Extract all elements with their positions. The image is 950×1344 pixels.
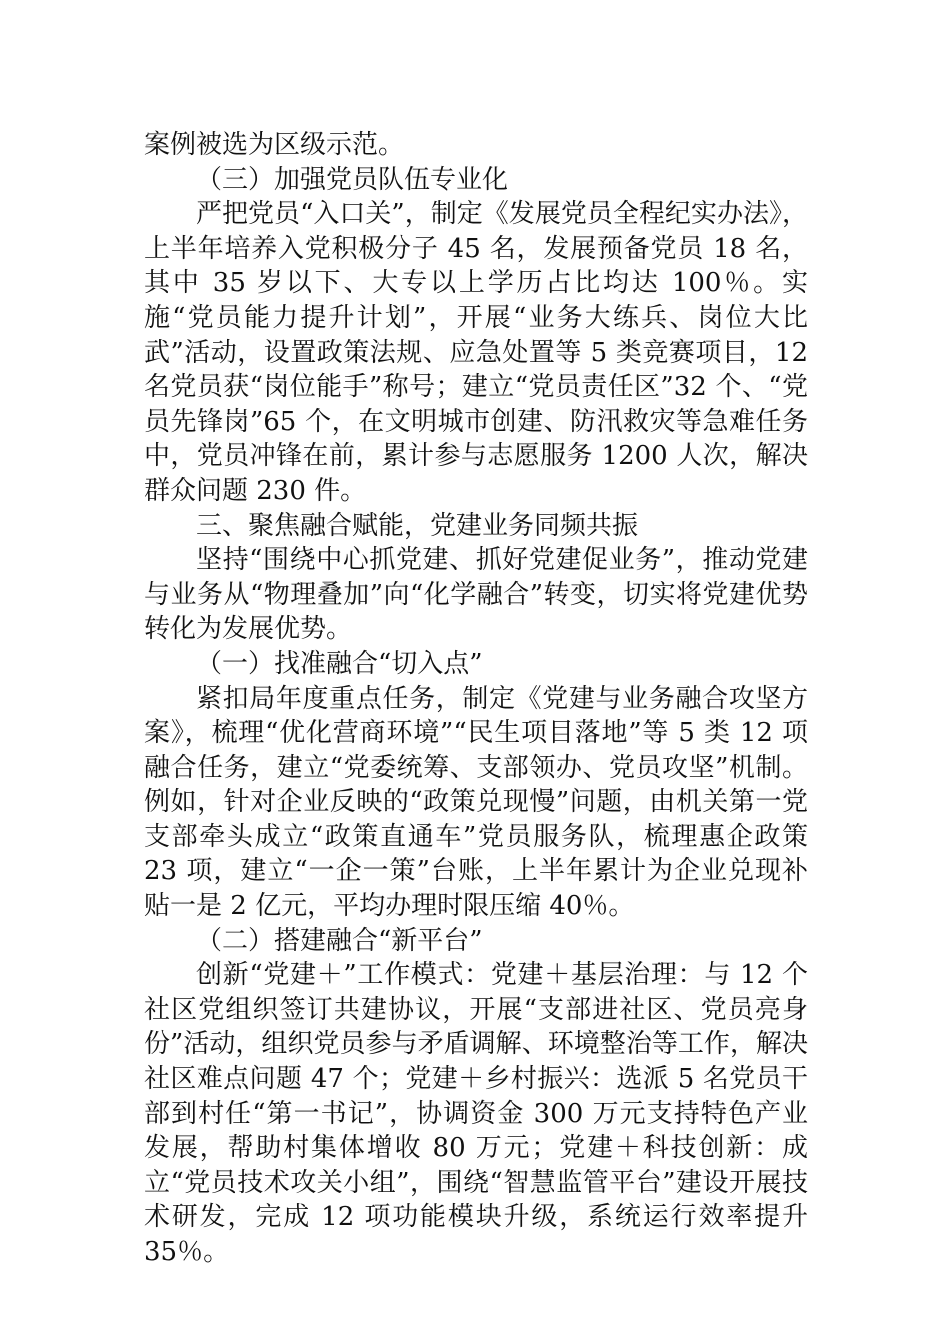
paragraph-integration-intro: 坚持“围绕中心抓党建、抓好党建促业务”，推动党建与业务从“物理叠加”向“化学融合”转变，切实将党建优势转化为发展优势。	[144, 545, 808, 645]
subsection-heading-2: （二）搭建融合“新平台”	[196, 925, 483, 956]
subsection-heading-1: （一）找准融合“切入点”	[196, 648, 483, 679]
document-page	[144, 128, 808, 1270]
subsection-heading-3: （三）加强党员队伍专业化	[196, 164, 509, 195]
section-heading-3: 三、聚焦融合赋能，党建业务同频共振	[196, 510, 639, 541]
paragraph-continuation: 案例被选为区级示范。	[144, 130, 405, 160]
paragraph-integration-entry-point: 紧扣局年度重点任务，制定《党建与业务融合攻坚方案》，梳理“优化营商环境”“民生项目落地”等 5 类 12 项融合任务，建立“党委统筹、支部领办、党员攻坚”机制。例如，针对企业反映的“政策兑现慢”问题，由机关第一党支部牵头成立“政策直通车”党员服务队，梳理惠企政策 23 项，建立“一企一策”台账，上半年累计为企业兑现补贴一是 2 亿元，平均办理时限压缩 40％。	[144, 683, 808, 922]
paragraph-party-member-team: 严把党员“入口关”，制定《发展党员全程纪实办法》，上半年培养入党积极分子 45 名，发展预备党员 18 名，其中 35 岁以下、大专以上学历占比均达 100％。实施“党员能力提升计划”，开展“业务大练兵、岗位大比武”活动，设置政策法规、应急处置等 5 类竞赛项目，12 名党员获“岗位能手”称号；建立“党员责任区”32 个、“党员先锋岗”65 个，在文明城市创建、防汛救灾等急难任务中，党员冲锋在前，累计参与志愿服务 1200 人次，解决群众问题 230 件。	[144, 199, 808, 506]
paragraph-integration-platform: 创新“党建＋”工作模式：党建＋基层治理：与 12 个社区党组织签订共建协议，开展“支部进社区、党员亮身份”活动，组织党员参与矛盾调解、环境整治等工作，解决社区难点问题 47 个；党建＋乡村振兴：选派 5 名党员干部到村任“第一书记”，协调资金 300 万元支持特色产业发展，帮助村集体增收 80 万元；党建＋科技创新：成立“党员技术攻关小组”，围绕“智慧监管平台”建设开展技术研发，完成 12 项功能模块升级，系统运行效率提升 35％。	[144, 960, 808, 1267]
